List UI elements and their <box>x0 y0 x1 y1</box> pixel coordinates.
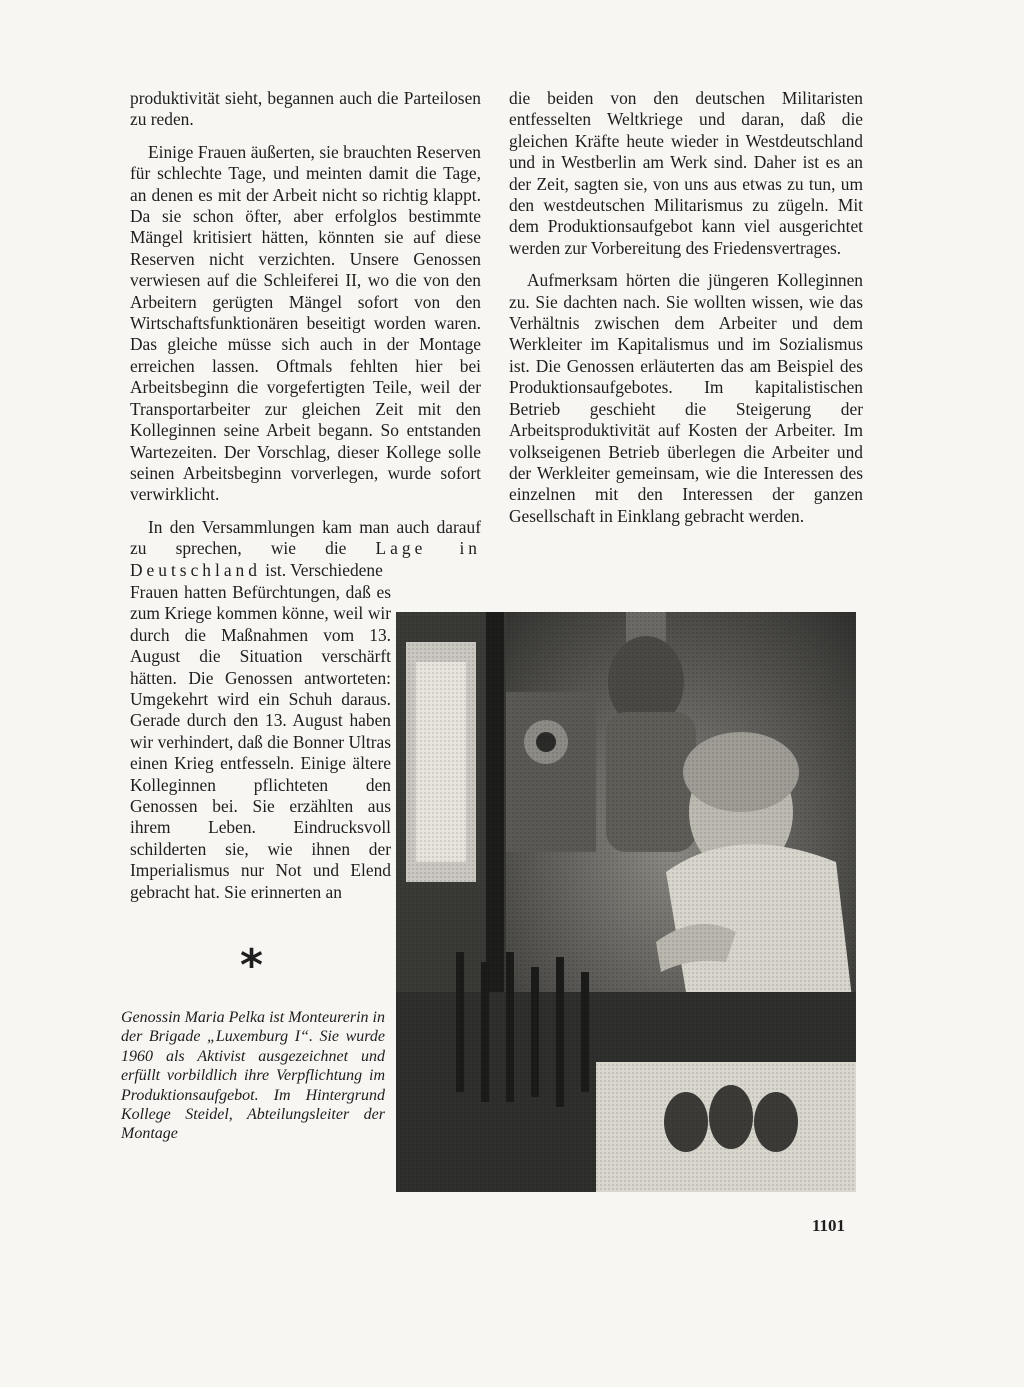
factory-photo-illustration <box>396 612 856 1192</box>
paragraph-text: In den Versammlungen kam man auch darauf zu sprechen, wie die <box>130 516 481 559</box>
paragraph-text: ist. Verschiedene <box>265 559 383 580</box>
paragraph: Aufmerksam hörten die jüngeren Kolleginnen zu. Sie dachten nach. Sie wollten wissen, wie das Verhältnis zwischen dem Arbeiter und dem Werkleiter im Kapitalismus und im Sozialismus ist. Die Genossen erläuterten das am Beispiel des Produktionsaufgebotes. Im kapitalistischen Betrieb geschieht die Steigerung der Arbeitsproduktivität auf Kosten der Arbeiter. Im volkseigenen Betrieb überlegen die Arbeiter und der Werkleiter gemeinsam, wie die Interessen des einzelnen mit den Interessen der ganzen Gesellschaft in Einklang gebracht werden. <box>509 270 863 526</box>
left-column-narrow <box>130 582 391 903</box>
paragraph <box>130 517 481 581</box>
paragraph: Frauen hatten Befürchtungen, daß es zum Kriege kommen könne, weil wir durch die Maßnahmen vom 13. August die Situation verschärft hätten. Die Genossen antworteten: Umgekehrt wird ein Schuh daraus. Gerade durch den 13. August haben wir verhindert, daß die Bonner Ultras einen Krieg entfesseln. Einige ältere Kolleginnen pflichteten den Genossen bei. Sie erzählten aus ihrem Leben. Eindrucksvoll schilderten sie, wie ihnen der Imperialismus nur Not und Elend gebracht hat. Sie erinnerten an <box>130 582 391 902</box>
left-column <box>130 88 481 581</box>
paragraph: Einige Frauen äußerten, sie brauchten Reserven für schlechte Tage, und meinten damit die Tage, an denen es mit der Arbeit nicht so richtig klappt. Da sie schon öfter, aber erfolglos bestimmte Mängel kritisiert hätten, könnten sie auf diese Reserven nicht verzichten. Unsere Genossen verwiesen auf die Schleiferei II, wo die von den Arbeitern gerügten Mängel sofort von den Wirtschaftsfunktionären beseitigt worden waren. Das gleiche müsse sich auch in der Montage erreichen lassen. Oftmals fehlten hier bei Arbeitsbeginn die vorgefertigten Teile, weil der Transportarbeiter zur gleichen Zeit mit den Kolleginnen seine Arbeit begann. So entstanden Wartezeiten. Der Vorschlag, dieser Kollege solle seinen Arbeitsbeginn vorverlegen, wurde sofort verwirklicht. <box>130 141 481 505</box>
section-separator: * <box>240 940 264 991</box>
paragraph: die beiden von den deutschen Militaristen entfesselten Weltkriege und daran, daß die gleichen Kräfte heute wieder in Westdeutschland und in Westberlin am Werk sind. Daher ist es an der Zeit, sagten sie, von uns aus etwas zu tun, um den westdeutschen Militarismus zu zügeln. Mit dem Produktionsaufgebot kann viel ausgerichtet werden zur Vorbereitung des Friedensvertrages. <box>509 88 863 258</box>
emphasized-text: Lage in Deutschland <box>130 538 481 580</box>
right-column <box>509 88 863 527</box>
photo-caption: Genossin Maria Pelka ist Monteurerin in der Brigade „Luxemburg I“. Sie wurde 1960 als Aktivist ausgezeichnet und erfüllt vorbildlich ihre Verpflichtung im Produktionsaufgebot. Im Hintergrund Kollege Steidel, Abteilungsleiter der Montage <box>121 1009 385 1143</box>
page-number: 1101 <box>812 1216 846 1235</box>
photograph <box>396 612 856 1192</box>
paragraph: produktivität sieht, begannen auch die Parteilosen zu reden. <box>130 88 481 130</box>
